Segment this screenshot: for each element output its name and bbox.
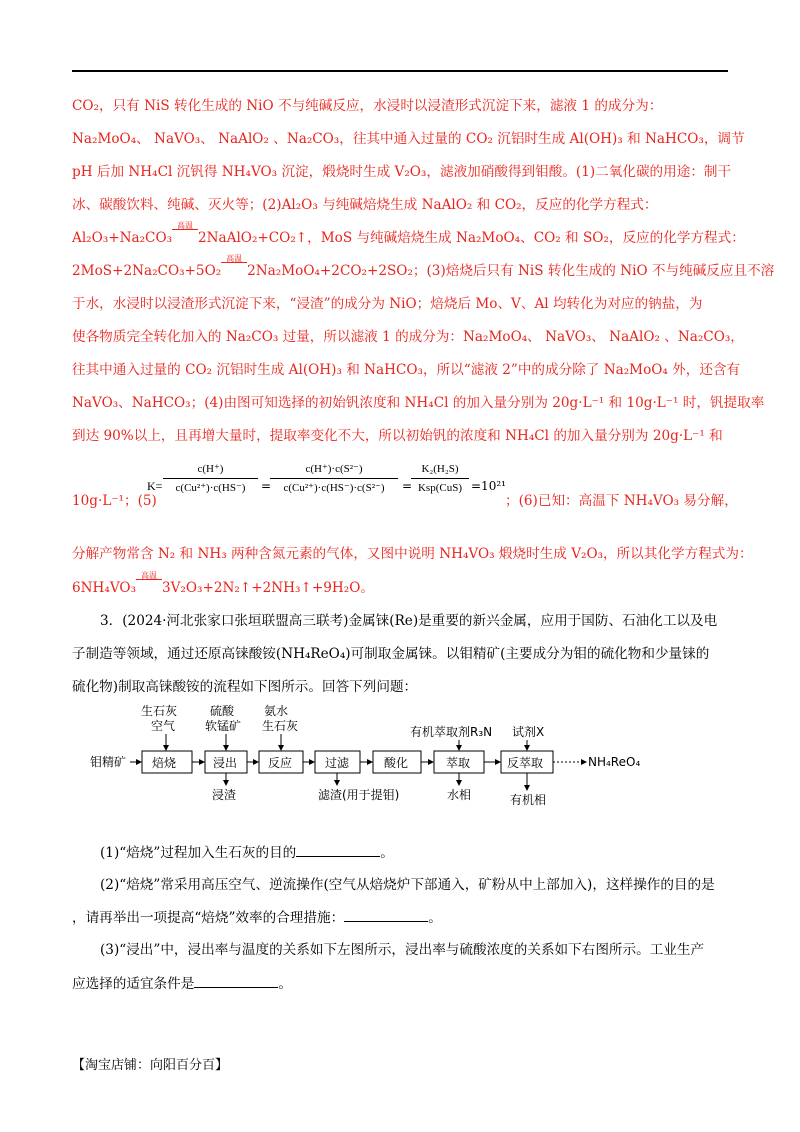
k-equals: K= bbox=[147, 479, 163, 493]
step-filter-label: 过滤 bbox=[325, 756, 350, 770]
fraction-numerator: c(H⁺)·c(S²⁻) bbox=[305, 463, 363, 475]
sub-question-2-cont: ，请再举出一项提高“焙烧”效率的合理措施： 。 bbox=[72, 910, 442, 926]
answer-line: ；(6)已知：高温下 NH₄VO₃ 易分解， bbox=[505, 493, 738, 509]
step-leach-label: 浸出 bbox=[213, 756, 238, 770]
answer-line: 使各物质完全转化加入的 Na₂CO₃ 过量，所以滤液 1 的成分为：Na₂MoO₄、 NaVO₃、 NaAlO₂ 、Na₂CO₃， bbox=[72, 329, 744, 345]
answer-blank[interactable] bbox=[344, 909, 428, 922]
question-line: 子制造等领域，通过还原高铼酸铵(NH₄ReO₄)可制取金属铼。以钼精矿(主要成分为钼的硫化物和少量铼的 bbox=[72, 646, 710, 662]
step-roast-label: 焙烧 bbox=[152, 756, 177, 770]
question-line: 硫化物)制取高铼酸铵的流程如下图所示。回答下列问题： bbox=[72, 679, 418, 695]
input-mno2-label: 软锰矿 bbox=[205, 719, 242, 733]
flow-product-label: NH₄ReO₄ bbox=[588, 755, 641, 769]
condition-mark: 高温 bbox=[221, 263, 247, 279]
step-extract-label: 萃取 bbox=[446, 756, 471, 770]
condition-mark: 高温 bbox=[172, 230, 198, 246]
answer-line: 往其中通入过量的 CO₂ 沉铝时生成 Al(OH)₃ 和 NaHCO₃，所以“滤液 2”中的成分除了 Na₂MoO₄ 外，还含有 bbox=[72, 362, 741, 378]
equals-sign: = bbox=[402, 479, 413, 493]
input-acid-label: 硫酸 bbox=[210, 704, 235, 718]
input-reagent-x-label: 试剂X bbox=[512, 725, 545, 739]
equation-right: 2NaAlO₂+CO₂↑，MoS 与纯碱焙烧生成 Na₂MoO₄、CO₂ 和 SO₂，反应的化学方程式： bbox=[197, 230, 745, 246]
sub-question-3-cont: 应选择的适宜条件是 。 bbox=[72, 976, 292, 992]
answer-line: 分解产物常含 N₂ 和 NH₃ 两种含氮元素的气体，又图中说明 NH₄VO₃ 煅烧时生成 V₂O₃，所以其化学方程式为： bbox=[72, 546, 753, 562]
step-acidify-label: 酸化 bbox=[384, 756, 409, 770]
sub-question-1: (1)“焙烧”过程加入生石灰的目的 。 bbox=[100, 845, 394, 861]
input-air-label: 空气 bbox=[151, 719, 176, 733]
equation-right: 2Na₂MoO₄+2CO₂+2SO₂；(3)焙烧后只有 NiS 转化生成的 NiO 不与纯碱反应且不溶 bbox=[247, 263, 775, 279]
answer-line: 于水，水浸时以浸渣形式沉淀下来，“浸渣”的成分为 NiO；焙烧后 Mo、V、Al 均转化为对应的钠盐，为 bbox=[72, 296, 703, 312]
equation-left: 6NH₄VO₃ bbox=[72, 580, 137, 596]
input-lime-label: 生石灰 bbox=[141, 704, 178, 718]
answer-line: 10g·L⁻¹；(5) bbox=[72, 493, 157, 509]
fraction-numerator: c(H⁺) bbox=[197, 463, 224, 475]
answer-line: pH 后加 NH₄Cl 沉钒得 NH₄VO₃ 沉淀，煅烧时生成 V₂O₃，滤液加硝酸得到钼酸。(1)二氧化碳的用途：制干 bbox=[72, 164, 732, 180]
sub-question-3: (3)“浸出”中，浸出率与温度的关系如下左图所示，浸出率与硫酸浓度的关系如下右图所示。工业生产 bbox=[100, 942, 705, 958]
input-extractant-label: 有机萃取剂R₃N bbox=[410, 725, 493, 739]
output-residue-label: 浸渣 bbox=[212, 788, 237, 802]
step-react-label: 反应 bbox=[268, 756, 293, 770]
answer-line: 冰、碳酸饮料、纯碱、灭火等；(2)Al₂O₃ 与纯碱焙烧生成 NaAlO₂ 和 CO₂，反应的化学方程式： bbox=[72, 197, 658, 213]
output-organic-label: 有机相 bbox=[510, 793, 547, 807]
step-strip-label: 反萃取 bbox=[507, 756, 544, 770]
answer-blank[interactable] bbox=[296, 844, 380, 857]
flow-start-label: 钼精矿 bbox=[90, 755, 127, 769]
fraction-numerator: K₂(H₂S) bbox=[421, 463, 459, 475]
answer-line: 到达 90%以上，且再增大量时，提取率变化不大，所以初始钒的浓度和 NH₄Cl 的加入量分别为 20g·L⁻¹ 和 bbox=[72, 428, 723, 444]
fraction-denominator: Ksp(CuS) bbox=[417, 482, 462, 494]
answer-line: CO₂，只有 NiS 转化生成的 NiO 不与纯碱反应，水浸时以浸渣形式沉淀下来，滤液 1 的成分为： bbox=[72, 98, 663, 114]
answer-blank[interactable] bbox=[194, 975, 278, 988]
equation-left: Al₂O₃+Na₂CO₃ bbox=[72, 230, 173, 246]
sub-question-2: (2)“焙烧”常采用高压空气、逆流操作(空气从焙烧炉下部通入，矿粉从中上部加入)，这样操作的目的是 bbox=[100, 877, 715, 893]
output-filter-residue-label: 滤渣(用于提钼) bbox=[318, 788, 400, 802]
equation-right: 3V₂O₃+2N₂↑+2NH₃↑+9H₂O。 bbox=[161, 580, 374, 596]
input-ammonia-label: 氨水 bbox=[264, 704, 289, 718]
footer-shop-label: 【淘宝店铺：向阳百分百】 bbox=[72, 1058, 229, 1073]
k-result: =10²¹ bbox=[471, 479, 506, 493]
answer-line: NaVO₃、NaHCO₃；(4)由图可知选择的初始钒浓度和 NH₄Cl 的加入量分别为 20g·L⁻¹ 和 10g·L⁻¹ 时，钒提取率 bbox=[72, 395, 765, 411]
output-aqueous-label: 水相 bbox=[447, 788, 472, 802]
answer-line: Na₂MoO₄、 NaVO₃、 NaAlO₂ 、Na₂CO₃，往其中通入过量的 CO₂ 沉铝时生成 Al(OH)₃ 和 NaHCO₃，调节 bbox=[72, 131, 745, 147]
fraction-denominator: c(Cu²⁺)·c(HS⁻)·c(S²⁻) bbox=[283, 482, 385, 494]
condition-mark: 高温 bbox=[136, 580, 162, 596]
equation-left: 2MoS+2Na₂CO₃+5O₂ bbox=[72, 263, 222, 279]
input-lime2-label: 生石灰 bbox=[262, 719, 299, 733]
fraction-denominator: c(Cu²⁺)·c(HS⁻) bbox=[175, 482, 246, 494]
question-line: 3．(2024·河北张家口张垣联盟高三联考)金属铼(Re)是重要的新兴金属，应用于国防、石油化工以及电 bbox=[100, 613, 718, 629]
equals-sign: = bbox=[261, 479, 272, 493]
